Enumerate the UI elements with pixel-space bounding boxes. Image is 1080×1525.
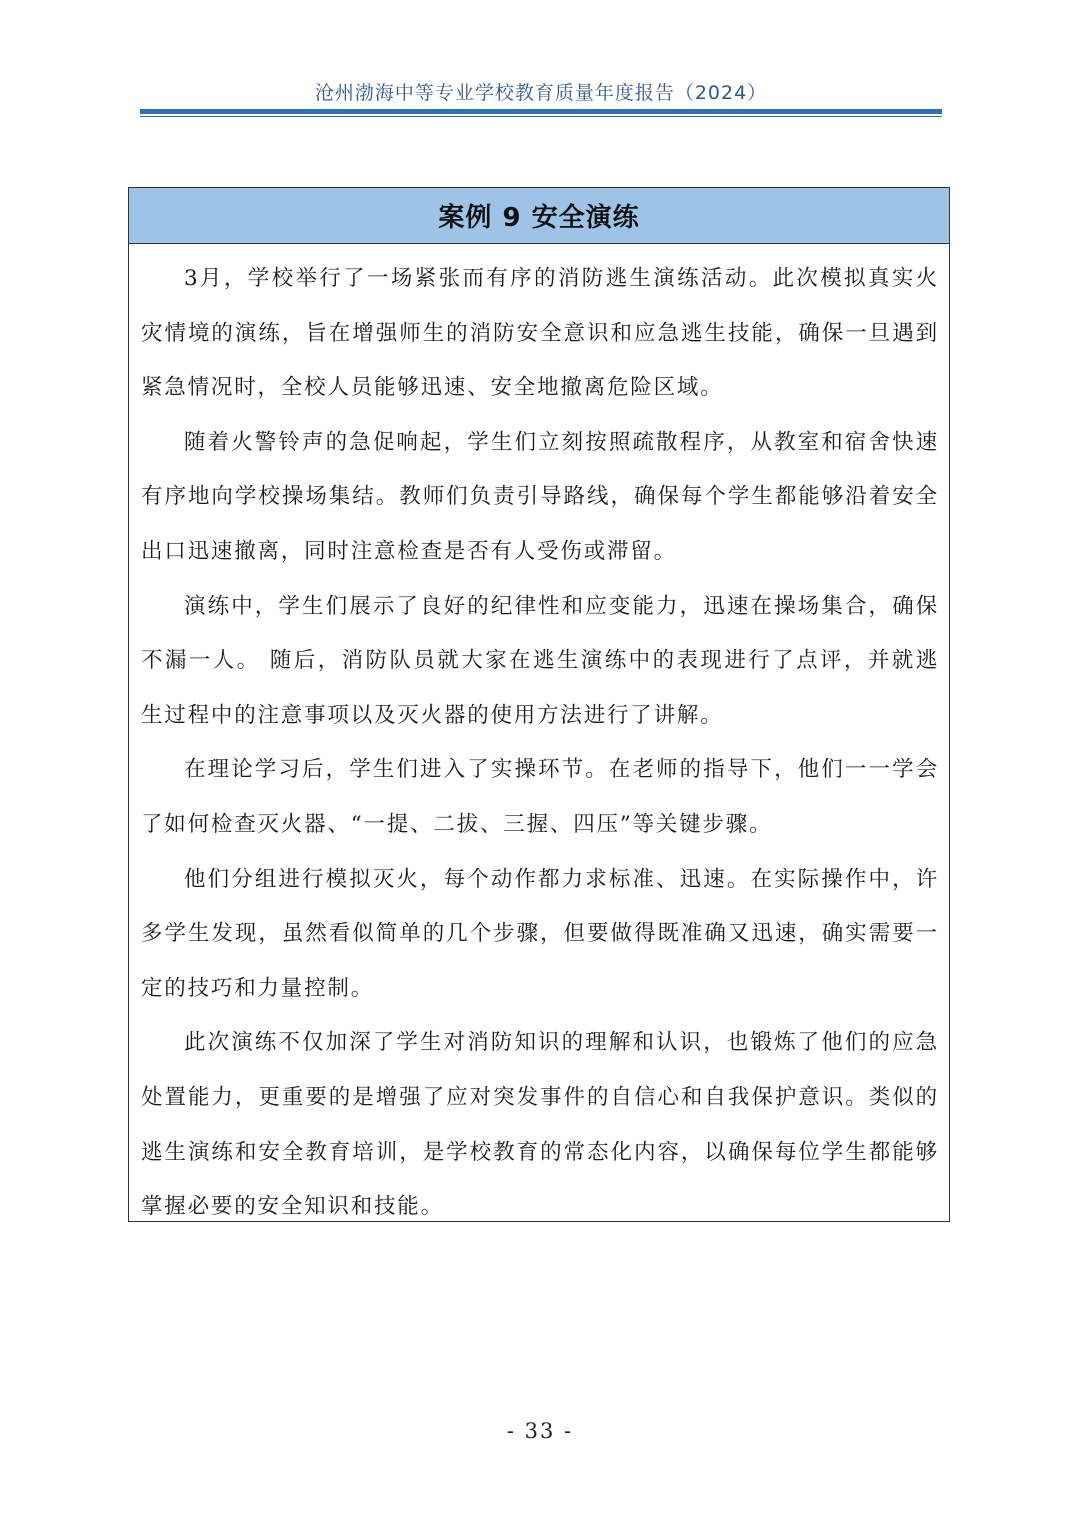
- paragraph: 随着火警铃声的急促响起，学生们立刻按照疏散程序，从教室和宿舍快速有序地向学校操场集结。教师们负责引导路线，确保每个学生都能够沿着安全出口迅速撤离，同时注意检查是否有人受伤或滞留。: [141, 429, 939, 564]
- page-number: - 33 -: [506, 1419, 574, 1443]
- paragraph: 他们分组进行模拟灭火，每个动作都力求标准、迅速。在实际操作中，许多学生发现，虽然看似简单的几个步骤，但要做得既准确又迅速，确实需要一定的技巧和力量控制。: [141, 866, 939, 1001]
- paragraph: 在理论学习后，学生们进入了实操环节。在老师的指导下，他们一一学会了如何检查灭火器、“一提、二拔、三握、四压”等关键步骤。: [141, 757, 939, 837]
- paragraph: 演练中，学生们展示了良好的纪律性和应变能力，迅速在操场集合，确保不漏一人。 随后，消防队员就大家在逃生演练中的表现进行了点评，并就逃生过程中的注意事项以及灭火器的使用方法进行了讲解。: [141, 593, 939, 728]
- page-header-title: 沧州渤海中等专业学校教育质量年度报告（2024）: [314, 82, 768, 104]
- paragraph: 3月，学校举行了一场紧张而有序的消防逃生演练活动。此次模拟真实火灾情境的演练，旨在增强师生的消防安全意识和应急逃生技能，确保一旦遇到紧急情况时，全校人员能够迅速、安全地撤离危险区域。: [141, 266, 939, 401]
- header-rule-thin: [140, 116, 942, 117]
- case-title: 案例 9 安全演练: [129, 188, 949, 244]
- case-body: [129, 244, 949, 1235]
- header-rule: [140, 109, 942, 114]
- case-box: [128, 187, 950, 1222]
- paragraph: 此次演练不仅加深了学生对消防知识的理解和认识，也锻炼了他们的应急处置能力，更重要的是增强了应对突发事件的自信心和自我保护意识。类似的逃生演练和安全教育培训，是学校教育的常态化内容，以确保每位学生都能够掌握必要的安全知识和技能。: [141, 1030, 939, 1220]
